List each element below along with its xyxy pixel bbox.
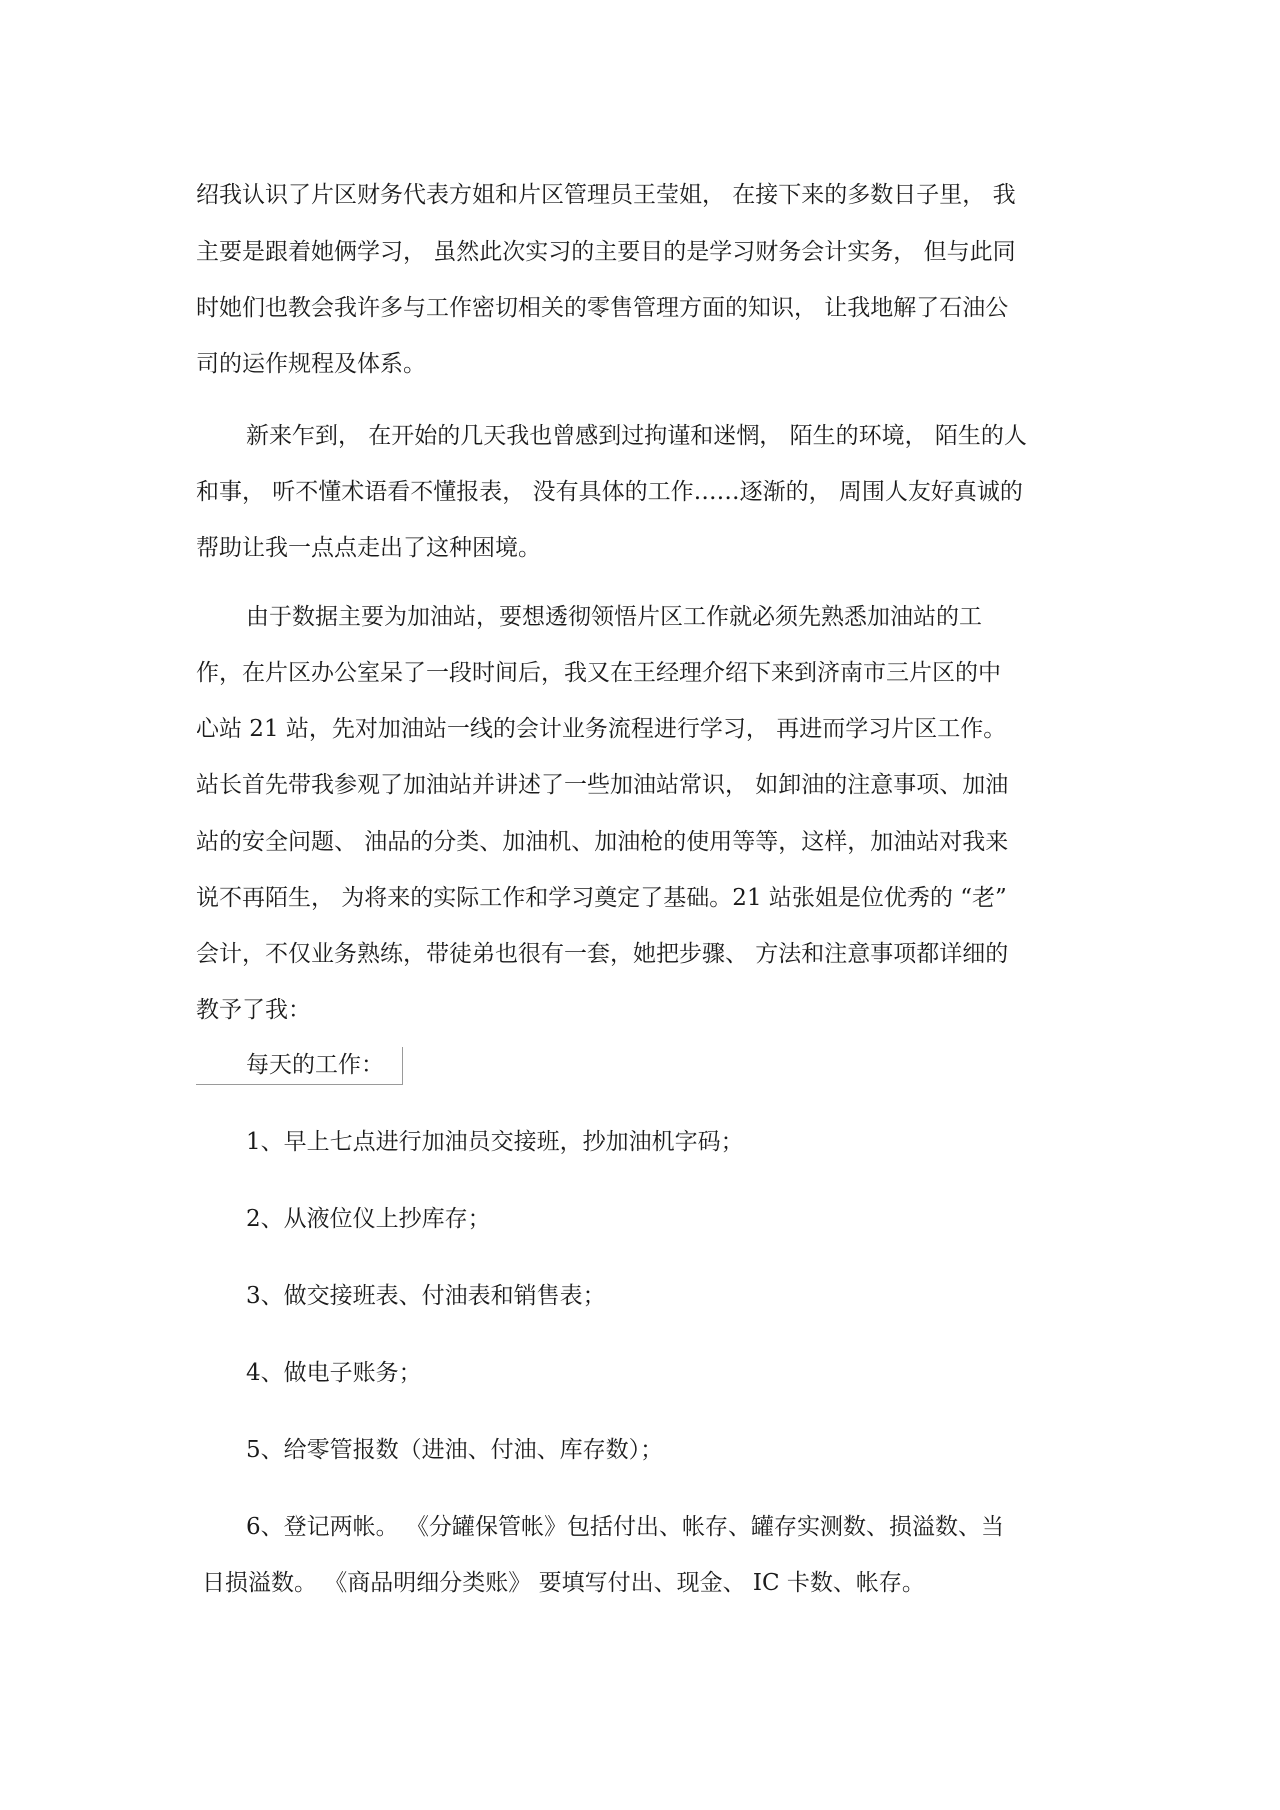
daily-item-6: 6、登记两帐。 《分罐保管帐》包括付出、帐存、罐存实测数、损溢数、当 <box>246 1514 1004 1540</box>
daily-item-5: 5、给零管报数（进油、付油、库存数）； <box>246 1437 664 1463</box>
paragraph-1-line-1: 绍我认识了片区财务代表方姐和片区管理员王莹姐， 在接下来的多数日子里， 我 <box>196 182 1016 208</box>
daily-item-6-continuation: 日损溢数。 《商品明细分类账》 要填写付出、现金、 IC 卡数、帐存。 <box>202 1570 925 1596</box>
daily-item-1: 1、早上七点进行加油员交接班，抄加油机字码； <box>246 1129 744 1155</box>
paragraph-1-line-4: 司的运作规程及体系。 <box>196 351 426 377</box>
paragraph-3-line-1: 由于数据主要为加油站，要想透彻领悟片区工作就必须先熟悉加油站的工 <box>246 604 982 630</box>
paragraph-3-line-2: 作，在片区办公室呆了一段时间后，我又在王经理介绍下来到济南市三片区的中 <box>196 660 1001 686</box>
daily-item-2: 2、从液位仪上抄库存； <box>246 1206 491 1232</box>
daily-heading: 每天的工作： <box>246 1052 384 1078</box>
paragraph-3-line-6: 说不再陌生， 为将来的实际工作和学习奠定了基础。21 站张姐是位优秀的 “老” <box>196 885 1007 911</box>
paragraph-3-line-7: 会计，不仅业务熟练，带徒弟也很有一套，她把步骤、 方法和注意事项都详细的 <box>196 941 1009 967</box>
paragraph-3-line-4: 站长首先带我参观了加油站并讲述了一些加油站常识， 如卸油的注意事项、加油 <box>196 772 1009 798</box>
paragraph-3-line-3: 心站 21 站，先对加油站一线的会计业务流程进行学习， 再进而学习片区工作。 <box>196 716 1007 742</box>
paragraph-2-line-2: 和事， 听不懂术语看不懂报表， 没有具体的工作……逐渐的， 周围人友好真诚的 <box>196 479 1023 505</box>
paragraph-1-line-3: 时她们也教会我许多与工作密切相关的零售管理方面的知识， 让我地解了石油公 <box>196 295 1009 321</box>
paragraph-1-line-2: 主要是跟着她俩学习， 虽然此次实习的主要目的是学习财务会计实务， 但与此同 <box>196 239 1016 265</box>
daily-item-3: 3、做交接班表、付油表和销售表； <box>246 1283 606 1309</box>
paragraph-3-line-5: 站的安全问题、 油品的分类、加油机、加油枪的使用等等，这样，加油站对我来 <box>196 829 1009 855</box>
daily-item-4: 4、做电子账务； <box>246 1360 422 1386</box>
paragraph-3-line-8: 教予了我： <box>196 997 311 1023</box>
paragraph-2-line-1: 新来乍到， 在开始的几天我也曾感到过拘谨和迷惘， 陌生的环境， 陌生的人 <box>246 423 1027 449</box>
paragraph-2-line-3: 帮助让我一点点走出了这种困境。 <box>196 535 541 561</box>
